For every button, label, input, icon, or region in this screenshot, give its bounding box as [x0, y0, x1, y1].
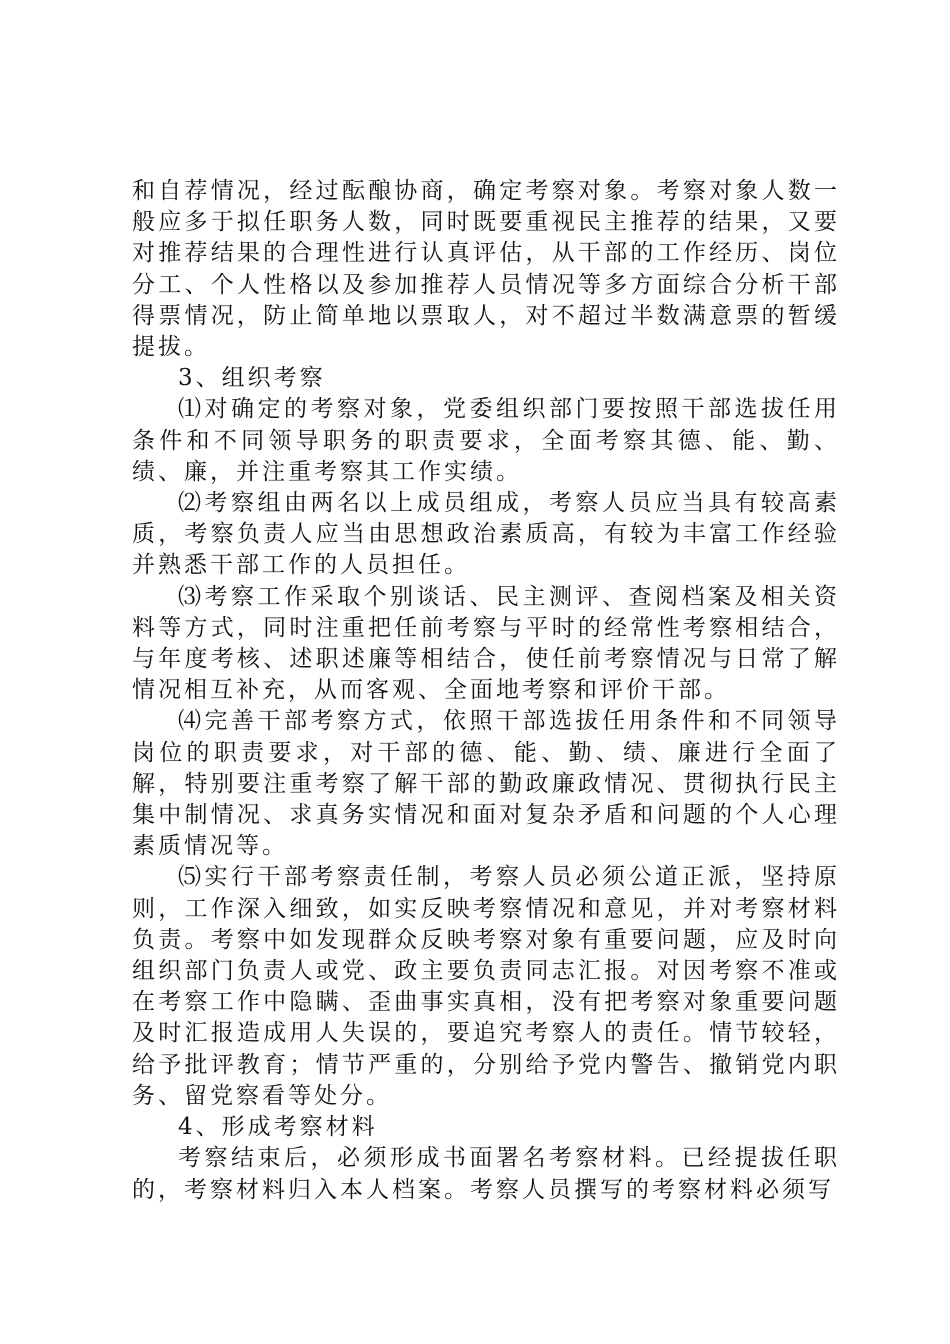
- section-heading-inspection-materials: 4、形成考察材料: [178, 1114, 378, 1141]
- paragraph-item-5: ⑸实行干部考察责任制，考察人员必须公道正派，坚持原则，工作深入细致，如实反映考察情况和意见，并对考察材料负责。考察中如发现群众反映考察对象有重要问题，应及时向组织部门负责人或党、政主要负责同志汇报。对因考察不准或在考察工作中隐瞒、歪曲事实真相，没有把考察对象重要问题及时汇报造成用人失误的，要追究考察人的责任。情节较轻，给予批评教育；情节严重的，分别给予党内警告、撤销党内职务、留党察看等处分。: [132, 864, 840, 1109]
- paragraph-materials: 考察结束后，必须形成书面署名考察材料。已经提拔任职的，考察材料归入本人档案。考察人员撰写的考察材料必须写: [132, 1145, 840, 1203]
- paragraph-continuation: 和自荐情况，经过酝酿协商，确定考察对象。考察对象人数一般应多于拟任职务人数，同时既要重视民主推荐的结果，又要对推荐结果的合理性进行认真评估，从干部的工作经历、岗位分工、个人性格以及参加推荐人员情况等多方面综合分析干部得票情况，防止简单地以票取人，对不超过半数满意票的暂缓提拔。: [132, 178, 840, 361]
- paragraph-item-2: ⑵考察组由两名以上成员组成，考察人员应当具有较高素质，考察负责人应当由思想政治素质高，有较为丰富工作经验并熟悉干部工作的人员担任。: [132, 490, 840, 579]
- document-page: [132, 176, 840, 1206]
- paragraph-item-1: ⑴对确定的考察对象，党委组织部门要按照干部选拔任用条件和不同领导职务的职责要求，全面考察其德、能、勤、绩、廉，并注重考察其工作实绩。: [132, 396, 840, 485]
- paragraph-item-3: ⑶考察工作采取个别谈话、民主测评、查阅档案及相关资料等方式，同时注重把任前考察与平时的经常性考察相结合，与年度考核、述职述廉等相结合，使任前考察情况与日常了解情况相互补充，从而客观、全面地考察和评价干部。: [132, 583, 840, 704]
- section-heading-organize-inspection: 3、组织考察: [178, 365, 326, 392]
- paragraph-item-4: ⑷完善干部考察方式，依照干部选拔任用条件和不同领导岗位的职责要求，对干部的德、能、勤、绩、廉进行全面了解，特别要注重考察了解干部的勤政廉政情况、贯彻执行民主集中制情况、求真务实情况和面对复杂矛盾和问题的个人心理素质情况等。: [132, 708, 840, 860]
